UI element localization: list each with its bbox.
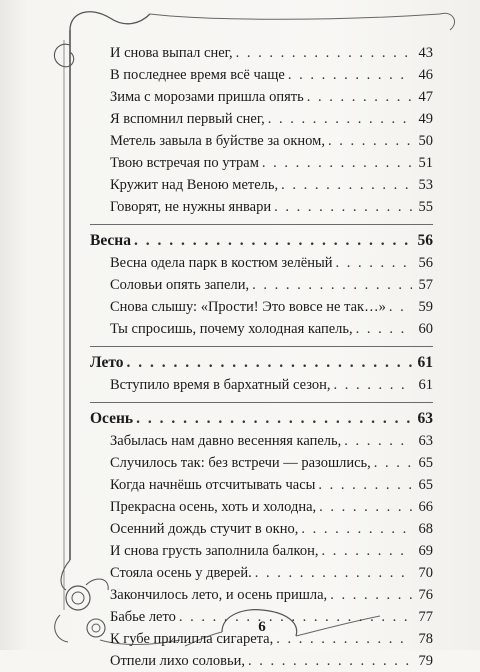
toc-entry-page: 57 — [418, 277, 433, 293]
toc-entry — [90, 64, 433, 86]
toc-entry — [90, 252, 433, 274]
dot-leader — [288, 64, 412, 86]
toc-entry-page: 53 — [418, 177, 433, 193]
dot-leader — [136, 408, 412, 430]
toc-entry-page: 47 — [418, 89, 433, 105]
toc-entry — [90, 152, 433, 174]
toc-entry-page: 77 — [418, 609, 433, 625]
toc-entry — [90, 296, 433, 318]
dot-leader — [344, 430, 412, 452]
toc-entry — [90, 430, 433, 452]
toc-entry-page: 65 — [418, 477, 433, 493]
toc-entry-page: 68 — [418, 521, 433, 537]
toc-entry-title: Осенний дождь стучит в окно, — [110, 521, 299, 537]
toc-entry — [90, 174, 433, 196]
toc-entry-title: Говорят, не нужны январи — [110, 199, 272, 215]
toc-entry-page: 76 — [418, 587, 433, 603]
toc-entry — [90, 130, 433, 152]
dot-leader — [319, 496, 412, 518]
toc-entry — [90, 42, 433, 64]
toc-entry-title: И снова грусть заполнила балкон, — [110, 543, 319, 559]
toc-entry-page: 78 — [418, 631, 433, 647]
dot-leader — [268, 108, 412, 130]
dot-leader — [281, 174, 412, 196]
toc-entry-title: Я вспомнил первый снег, — [110, 111, 265, 127]
dot-leader — [318, 474, 412, 496]
toc-entry-title: Соловьи опять запели, — [110, 277, 250, 293]
toc-entry-title: В последнее время всё чаще — [110, 67, 285, 83]
dot-leader — [262, 152, 412, 174]
toc-entry-page: 43 — [418, 45, 433, 61]
toc-entry — [90, 650, 433, 672]
dot-leader — [322, 540, 413, 562]
page-number: 6 — [258, 619, 266, 635]
toc-entry-title: Кружит над Веною метель, — [110, 177, 279, 193]
toc-entry-page: 63 — [417, 410, 433, 427]
toc-entry-title: Случилось так: без встречи — разошлись, — [110, 455, 371, 471]
toc-entry-title: И снова выпал снег, — [110, 45, 233, 61]
toc-entry-page: 65 — [418, 455, 433, 471]
toc-entry — [90, 584, 433, 606]
toc-entry — [90, 452, 433, 474]
dot-leader — [330, 584, 412, 606]
section-divider — [90, 224, 433, 225]
toc-entry — [90, 318, 433, 340]
dot-leader — [252, 274, 412, 296]
toc-entry-title: Прекрасна осень, хоть и холодна, — [110, 499, 317, 515]
dot-leader — [356, 318, 412, 340]
toc-entry-title: Забылась нам давно весенняя капель, — [110, 433, 342, 449]
toc-entry-title: Твою встречая по утрам — [110, 155, 259, 171]
toc-entry-page: 63 — [418, 433, 433, 449]
toc-entry-title: Ты спросишь, почему холодная капель, — [110, 321, 353, 337]
toc-entry-page: 59 — [418, 299, 433, 315]
toc-entry-title: Зима с морозами пришла опять — [110, 89, 304, 105]
toc-entry-title: Лето — [90, 354, 124, 371]
toc-entry-page: 49 — [418, 111, 433, 127]
toc-entry-title: Закончилось лето, и осень пришла, — [110, 587, 328, 603]
toc-section-heading — [90, 408, 433, 430]
toc-entry-title: Стояла осень у дверей. — [110, 565, 252, 581]
toc-entry — [90, 86, 433, 108]
toc-entry-page: 50 — [418, 133, 433, 149]
dot-leader — [334, 374, 412, 396]
toc-group-winter-continued — [90, 42, 433, 218]
toc-entry-page: 46 — [418, 67, 433, 83]
toc-entry — [90, 274, 433, 296]
toc-entry-page: 61 — [417, 354, 433, 371]
toc-entry-title: Осень — [90, 410, 134, 427]
toc-entry-title: Снова слышу: «Прости! Это вовсе не так…» — [110, 299, 386, 315]
toc-entry — [90, 518, 433, 540]
toc-entry — [90, 540, 433, 562]
dot-leader — [236, 42, 412, 64]
toc-section-heading — [90, 352, 433, 374]
toc-entry-page: 66 — [418, 499, 433, 515]
toc-entry-title: Весна одела парк в костюм зелёный — [110, 255, 333, 271]
toc-entry — [90, 108, 433, 130]
toc-entry-title: К губе прилипла сигарета, — [110, 631, 274, 647]
dot-leader — [248, 650, 412, 672]
toc-entry — [90, 374, 433, 396]
dot-leader — [301, 518, 412, 540]
dot-leader — [179, 606, 412, 628]
dot-leader — [276, 628, 412, 650]
dot-leader — [307, 86, 412, 108]
dot-leader — [389, 296, 412, 318]
dot-leader — [126, 352, 412, 374]
dot-leader — [255, 562, 412, 584]
dot-leader — [274, 196, 412, 218]
toc-entry-title: Бабье лето — [110, 609, 176, 625]
toc-entry-page: 51 — [418, 155, 433, 171]
toc-entry-title: Метель завыла в буйстве за окном, — [110, 133, 325, 149]
toc-section-summer — [90, 352, 433, 396]
toc-section-spring — [90, 230, 433, 340]
dot-leader — [374, 452, 412, 474]
toc-entry-page: 61 — [418, 377, 433, 393]
toc-entry-page: 56 — [418, 255, 433, 271]
toc-entry-title: Отпели лихо соловьи, — [110, 653, 246, 669]
toc-entry-title: Вступило время в бархатный сезон, — [110, 377, 331, 393]
toc-entry-title: Весна — [90, 232, 131, 249]
toc-entry-page: 70 — [418, 565, 433, 581]
dot-leader — [134, 230, 412, 252]
section-divider — [90, 402, 433, 403]
toc-entry — [90, 496, 433, 518]
toc-entry-page: 56 — [417, 232, 433, 249]
toc-entry-page: 69 — [418, 543, 433, 559]
toc-entry — [90, 474, 433, 496]
toc-entry-page: 60 — [418, 321, 433, 337]
dot-leader — [335, 252, 412, 274]
toc-entry-page: 79 — [418, 653, 433, 669]
section-divider — [90, 346, 433, 347]
toc-entry-page: 55 — [418, 199, 433, 215]
dot-leader — [328, 130, 412, 152]
toc-entry-title: Когда начнёшь отсчитывать часы — [110, 477, 316, 493]
toc-section-heading — [90, 230, 433, 252]
toc-entry — [90, 562, 433, 584]
toc-entry — [90, 196, 433, 218]
table-of-contents — [90, 42, 433, 672]
